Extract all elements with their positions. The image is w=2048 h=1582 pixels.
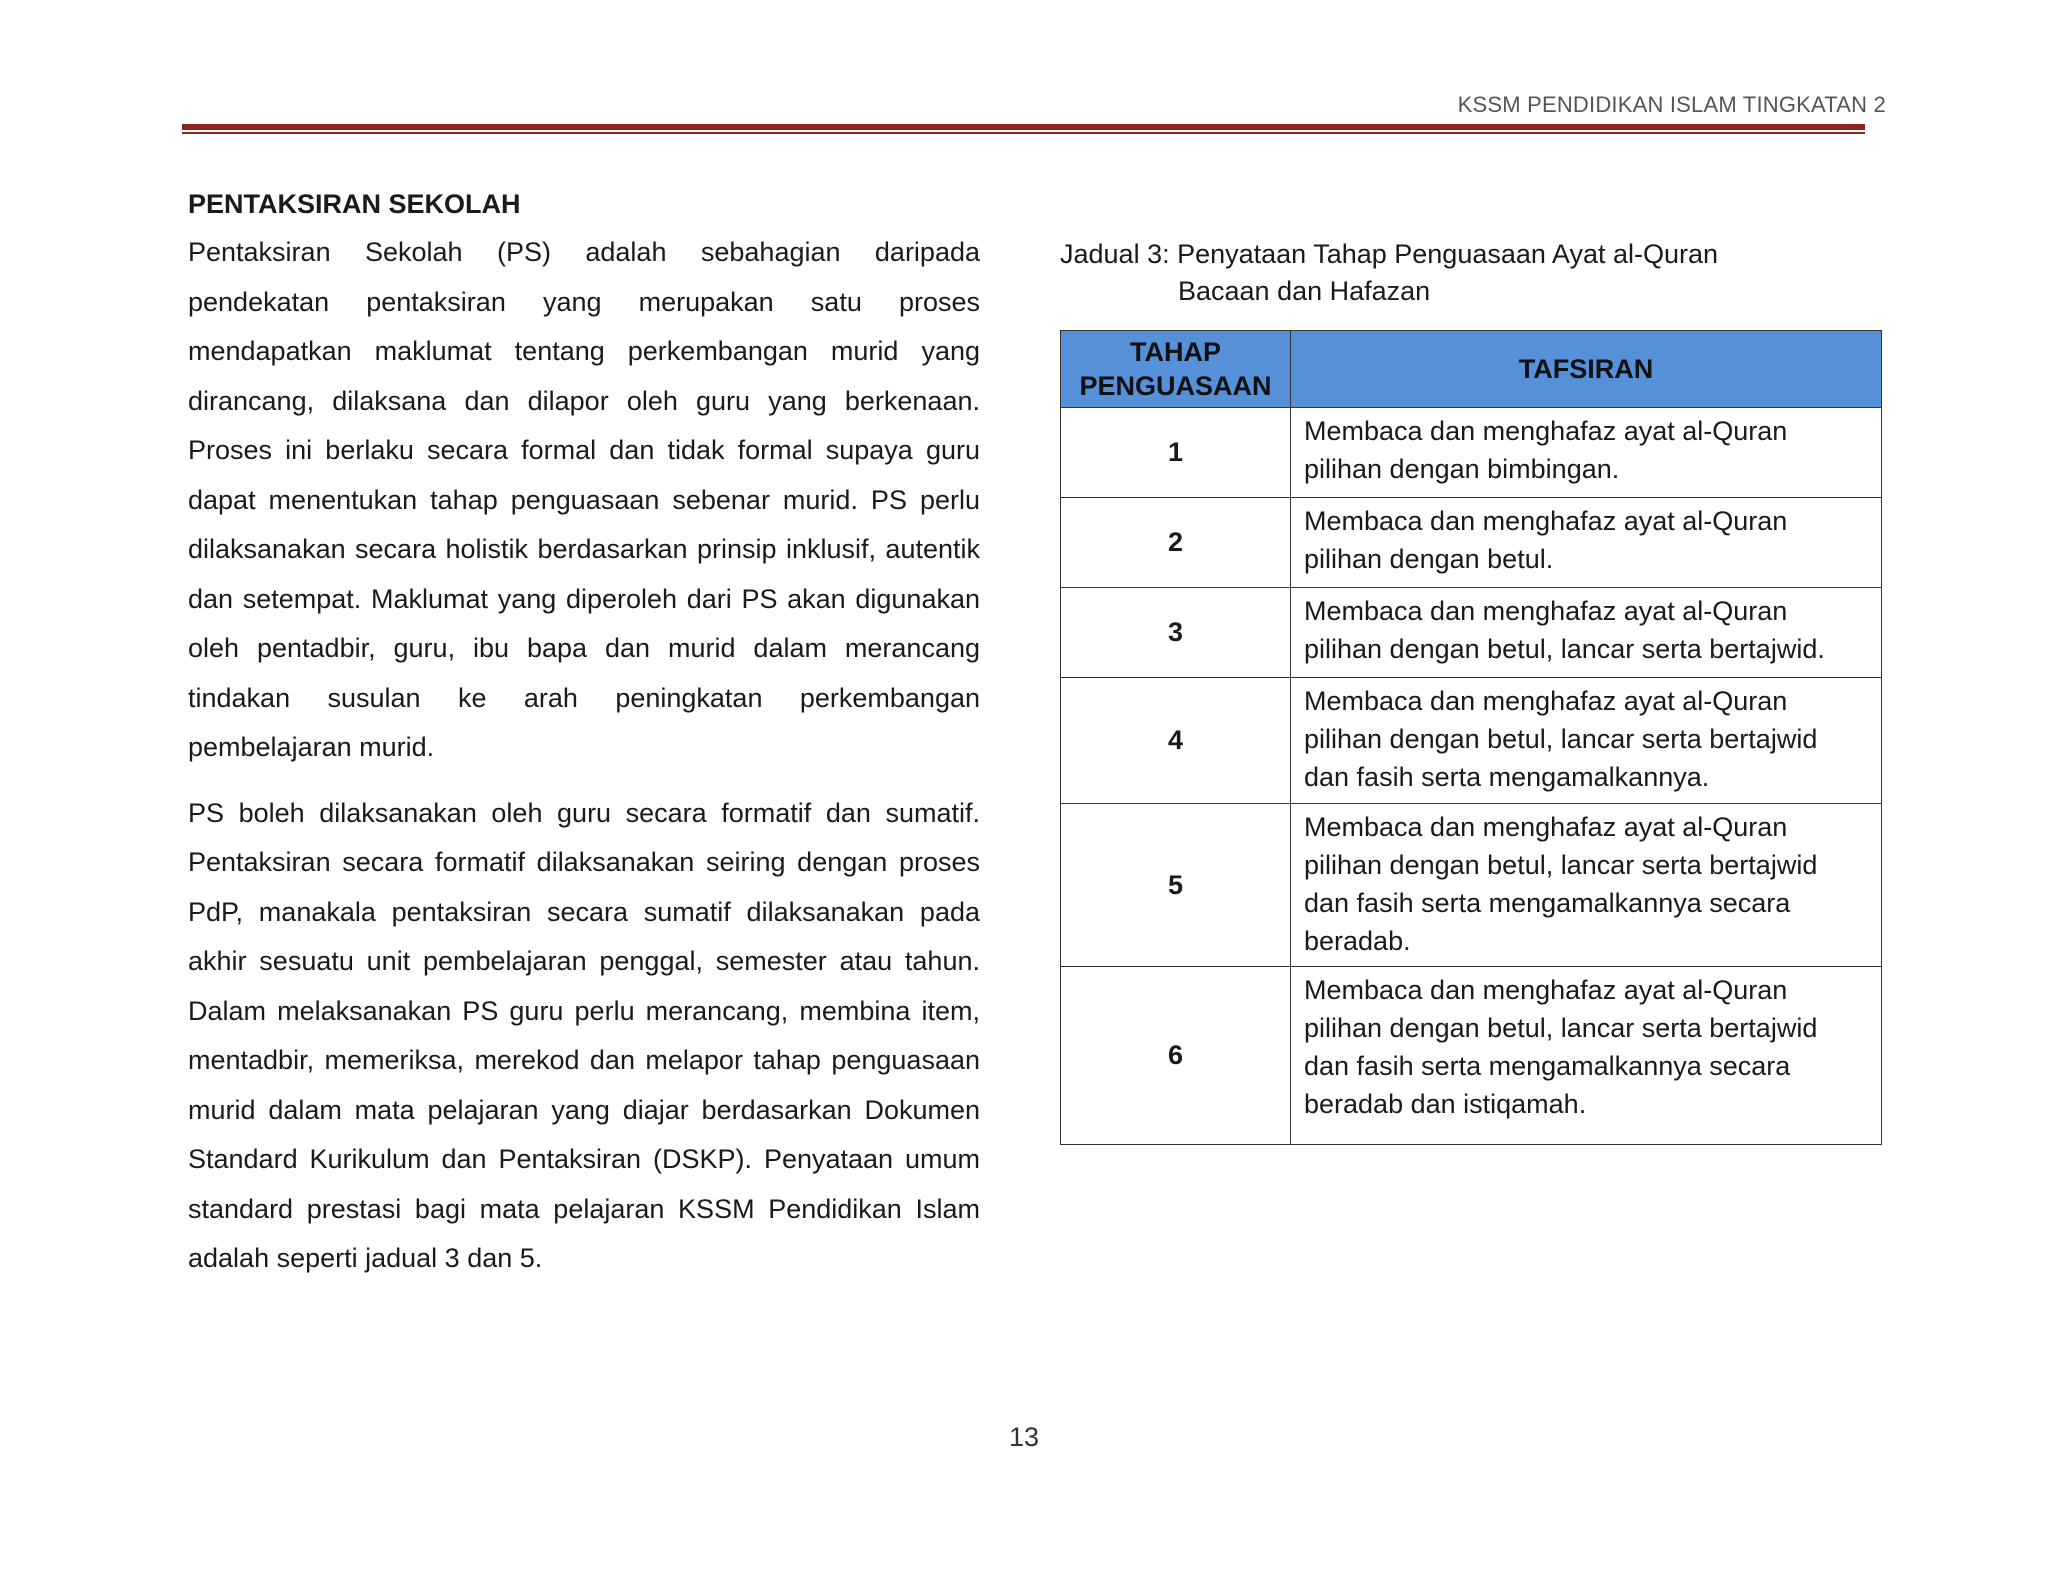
table-row: [1061, 588, 1882, 678]
header-divider: [182, 124, 1865, 134]
table-row: [1061, 498, 1882, 588]
table-row: [1061, 408, 1882, 498]
header-divider-thick: [182, 124, 1865, 130]
header-level: [1061, 331, 1291, 408]
interpretation-cell: Membaca dan menghafaz ayat al-Quran pilihan dengan betul, lancar serta bertajwid dan fasih serta mengamalkannya secara beradab dan istiqamah.: [1291, 967, 1882, 1145]
header-divider-thin: [182, 132, 1865, 134]
paragraph-1: Pentaksiran Sekolah (PS) adalah sebahagian daripada pendekatan pentaksiran yang merupakan satu proses mendapatkan maklumat tentang perkembangan murid yang dirancang, dilaksana dan dilapor oleh guru yang berkenaan. Proses ini berlaku secara formal dan tidak formal supaya guru dapat menentukan tahap penguasaan sebenar murid. PS perlu dilaksanakan secara holistik berdasarkan prinsip inklusif, autentik dan setempat. Maklumat yang diperoleh dari PS akan digunakan oleh pentadbir, guru, ibu bapa dan murid dalam merancang tindakan susulan ke arah peningkatan perkembangan pembelajaran murid.: [188, 237, 980, 762]
level-cell: 2: [1061, 498, 1291, 588]
header-level-line-1: TAHAP: [1130, 337, 1221, 367]
table-caption-block: [1060, 236, 1882, 310]
level-cell: 6: [1061, 967, 1291, 1145]
mastery-level-table: [1060, 330, 1882, 1145]
table-caption-line-2: Bacaan dan Hafazan: [1178, 276, 1431, 306]
interpretation-cell: Membaca dan menghafaz ayat al-Quran pilihan dengan betul, lancar serta bertajwid dan fasih serta mengamalkannya.: [1291, 678, 1882, 804]
table-row: [1061, 967, 1882, 1145]
interpretation-cell: Membaca dan menghafaz ayat al-Quran pilihan dengan betul, lancar serta bertajwid dan fasih serta mengamalkannya secara beradab.: [1291, 804, 1882, 967]
body-text-column: [188, 186, 980, 1284]
table-row: [1061, 804, 1882, 967]
running-header: KSSM PENDIDIKAN ISLAM TINGKATAN 2: [1457, 92, 1886, 117]
interpretation-cell: Membaca dan menghafaz ayat al-Quran pilihan dengan betul.: [1291, 498, 1882, 588]
interpretation-cell: Membaca dan menghafaz ayat al-Quran pilihan dengan betul, lancar serta bertajwid.: [1291, 588, 1882, 678]
header-interpretation: TAFSIRAN: [1291, 331, 1882, 408]
table-caption-line-1: Jadual 3: Penyataan Tahap Penguasaan Ayat al-Quran: [1060, 239, 1719, 269]
paragraph-2: PS boleh dilaksanakan oleh guru secara formatif dan sumatif. Pentaksiran secara formatif dilaksanakan seiring dengan proses PdP, manakala pentaksiran secara sumatif dilaksanakan pada akhir sesuatu unit pembelajaran penggal, semester atau tahun. Dalam melaksanakan PS guru perlu merancang, membina item, mentadbir, memeriksa, merekod dan melapor tahap penguasaan murid dalam mata pelajaran yang diajar berdasarkan Dokumen Standard Kurikulum dan Pentaksiran (DSKP). Penyataan umum standard prestasi bagi mata pelajaran KSSM Pendidikan Islam adalah seperti jadual 3 dan 5.: [188, 797, 980, 1273]
level-cell: 1: [1061, 408, 1291, 498]
table-caption: [1060, 236, 1882, 310]
page-number: 13: [1008, 1422, 1040, 1452]
table-header-row: [1061, 331, 1882, 408]
level-cell: 3: [1061, 588, 1291, 678]
header-level-line-2: PENGUASAAN: [1079, 371, 1272, 401]
level-cell: 4: [1061, 678, 1291, 804]
interpretation-cell: Membaca dan menghafaz ayat al-Quran pilihan dengan bimbingan.: [1291, 408, 1882, 498]
section-heading: PENTAKSIRAN SEKOLAH: [188, 189, 521, 219]
level-cell: 5: [1061, 804, 1291, 967]
table-row: [1061, 678, 1882, 804]
